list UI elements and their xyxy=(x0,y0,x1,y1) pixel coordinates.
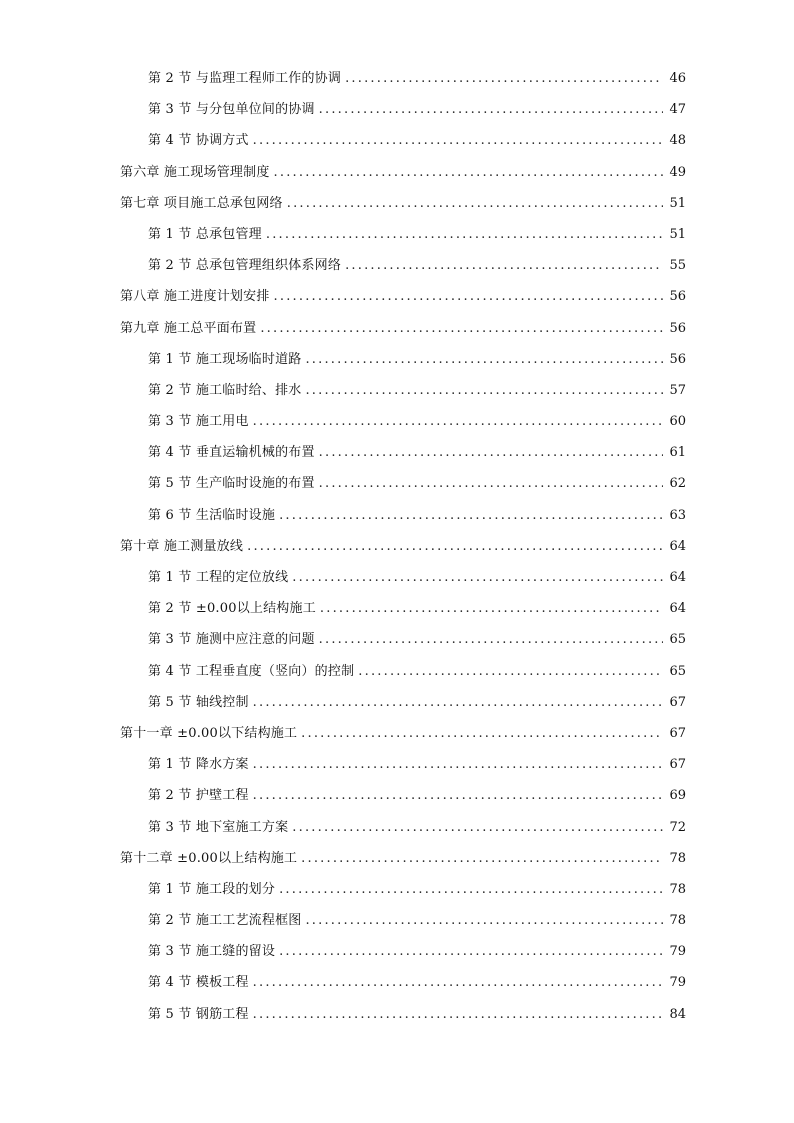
toc-entry-page-number: 62 xyxy=(669,476,686,492)
toc-entry[interactable] xyxy=(0,656,794,687)
toc-entry-page-number: 78 xyxy=(669,850,686,866)
toc-entry-page-number: 64 xyxy=(669,601,686,617)
toc-entry[interactable] xyxy=(0,219,794,250)
toc-entry-title: 第八章 施工进度计划安排 xyxy=(120,289,270,305)
toc-entry[interactable] xyxy=(0,188,794,219)
toc-dot-leader xyxy=(319,94,663,125)
toc-entry[interactable] xyxy=(0,874,794,905)
toc-dot-leader xyxy=(319,624,663,655)
toc-entry-title: 第 5 节 钢筋工程 xyxy=(148,1006,249,1022)
toc-entry-page-number: 63 xyxy=(669,507,686,523)
toc-entry-page-number: 46 xyxy=(669,71,686,86)
toc-entry[interactable] xyxy=(0,812,794,843)
toc-entry[interactable] xyxy=(0,531,794,562)
toc-entry-title: 第六章 施工现场管理制度 xyxy=(120,164,270,180)
toc-entry-title: 第 2 节 总承包管理组织体系网络 xyxy=(148,258,342,274)
toc-entry-page-number: 47 xyxy=(669,102,686,118)
toc-entry[interactable] xyxy=(0,967,794,998)
toc-dot-leader xyxy=(247,531,663,562)
toc-entry[interactable] xyxy=(0,718,794,749)
toc-dot-leader xyxy=(279,936,663,967)
toc-dot-leader xyxy=(253,967,663,998)
table-of-contents xyxy=(0,63,794,1030)
toc-entry-title: 第九章 施工总平面布置 xyxy=(120,320,257,336)
toc-dot-leader xyxy=(260,313,663,344)
toc-entry-page-number: 84 xyxy=(669,1006,686,1022)
toc-dot-leader xyxy=(279,874,663,905)
toc-entry-page-number: 67 xyxy=(669,757,686,773)
toc-dot-leader xyxy=(319,437,663,468)
toc-entry-title: 第 1 节 施工段的划分 xyxy=(148,881,276,897)
toc-entry[interactable] xyxy=(0,749,794,780)
toc-entry-page-number: 60 xyxy=(669,414,686,430)
toc-dot-leader xyxy=(253,125,663,156)
toc-entry-title: 第 1 节 工程的定位放线 xyxy=(148,570,289,585)
toc-entry-title: 第 5 节 轴线控制 xyxy=(148,694,249,710)
toc-entry-page-number: 67 xyxy=(669,725,686,741)
toc-entry-title: 第十二章 ±0.00以上结构施工 xyxy=(120,850,298,866)
toc-entry-title: 第 5 节 生产临时设施的布置 xyxy=(148,476,315,492)
toc-dot-leader xyxy=(305,375,663,406)
toc-entry-page-number: 64 xyxy=(669,538,686,554)
toc-entry[interactable] xyxy=(0,406,794,437)
toc-entry[interactable] xyxy=(0,687,794,718)
toc-entry-title: 第 2 节 施工工艺流程框图 xyxy=(148,913,302,929)
toc-entry[interactable] xyxy=(0,375,794,406)
toc-entry[interactable] xyxy=(0,999,794,1030)
toc-entry-title: 第 1 节 施工现场临时道路 xyxy=(148,351,302,367)
toc-entry-title: 第十章 施工测量放线 xyxy=(120,538,244,554)
toc-dot-leader xyxy=(253,687,663,718)
toc-entry[interactable] xyxy=(0,593,794,624)
toc-entry-page-number: 78 xyxy=(669,913,686,929)
toc-entry-title: 第 6 节 生活临时设施 xyxy=(148,507,276,523)
toc-entry[interactable] xyxy=(0,157,794,188)
toc-entry-title: 第 1 节 总承包管理 xyxy=(148,226,262,242)
toc-entry[interactable] xyxy=(0,344,794,375)
toc-entry-page-number: 72 xyxy=(669,819,686,835)
toc-dot-leader xyxy=(305,344,663,375)
toc-entry-page-number: 61 xyxy=(669,445,686,461)
toc-entry-title: 第 3 节 施测中应注意的问题 xyxy=(148,632,315,648)
toc-entry[interactable] xyxy=(0,468,794,499)
toc-entry-page-number: 56 xyxy=(669,320,686,336)
toc-entry[interactable] xyxy=(0,562,794,593)
toc-entry-page-number: 69 xyxy=(669,788,686,804)
toc-entry-title: 第 3 节 地下室施工方案 xyxy=(148,819,289,835)
toc-dot-leader xyxy=(305,905,663,936)
toc-entry-page-number: 65 xyxy=(669,632,686,648)
toc-dot-leader xyxy=(253,780,663,811)
toc-dot-leader xyxy=(320,593,663,624)
toc-entry[interactable] xyxy=(0,843,794,874)
toc-dot-leader xyxy=(274,157,663,188)
toc-entry-title: 第 4 节 工程垂直度（竖向）的控制 xyxy=(148,663,355,679)
toc-dot-leader xyxy=(279,500,663,531)
toc-dot-leader xyxy=(253,406,663,437)
toc-entry[interactable] xyxy=(0,500,794,531)
toc-entry[interactable] xyxy=(0,94,794,125)
toc-entry-page-number: 79 xyxy=(669,975,686,991)
toc-dot-leader xyxy=(345,250,663,281)
toc-entry-title: 第 2 节 施工临时给、排水 xyxy=(148,382,302,398)
toc-entry-page-number: 49 xyxy=(669,164,686,180)
toc-entry-page-number: 55 xyxy=(669,258,686,274)
toc-entry-page-number: 51 xyxy=(669,195,686,211)
toc-entry-title: 第 4 节 模板工程 xyxy=(148,975,249,991)
toc-entry-page-number: 78 xyxy=(669,881,686,897)
toc-entry-page-number: 65 xyxy=(669,663,686,679)
toc-entry-page-number: 57 xyxy=(669,382,686,398)
toc-entry-title: 第 3 节 施工用电 xyxy=(148,414,249,430)
toc-dot-leader xyxy=(292,562,663,593)
toc-entry[interactable] xyxy=(0,780,794,811)
toc-dot-leader xyxy=(301,718,663,749)
toc-entry-page-number: 56 xyxy=(669,351,686,367)
toc-entry-page-number: 67 xyxy=(669,694,686,710)
toc-entry-page-number: 79 xyxy=(669,944,686,960)
toc-entry-title: 第 1 节 降水方案 xyxy=(148,757,249,773)
toc-entry-title: 第 2 节 ±0.00以上结构施工 xyxy=(148,601,316,617)
toc-dot-leader xyxy=(292,812,663,843)
toc-entry-title: 第 4 节 垂直运输机械的布置 xyxy=(148,445,315,461)
toc-entry-title: 第 3 节 施工缝的留设 xyxy=(148,944,276,960)
toc-entry-page-number: 64 xyxy=(669,570,686,585)
toc-entry-page-number: 51 xyxy=(669,226,686,242)
toc-entry-page-number: 48 xyxy=(669,133,686,149)
toc-entry[interactable] xyxy=(0,936,794,967)
toc-entry[interactable] xyxy=(0,281,794,312)
toc-entry-title: 第十一章 ±0.00以下结构施工 xyxy=(120,725,298,741)
toc-dot-leader xyxy=(253,749,663,780)
toc-entry-title: 第 4 节 协调方式 xyxy=(148,133,249,149)
toc-dot-leader xyxy=(345,63,663,94)
toc-entry-title: 第 2 节 与监理工程师工作的协调 xyxy=(148,71,342,86)
toc-entry[interactable] xyxy=(0,313,794,344)
toc-entry[interactable] xyxy=(0,437,794,468)
toc-entry-title: 第 3 节 与分包单位间的协调 xyxy=(148,102,315,118)
toc-entry[interactable] xyxy=(0,63,794,94)
toc-dot-leader xyxy=(253,999,663,1030)
toc-entry-page-number: 56 xyxy=(669,289,686,305)
toc-dot-leader xyxy=(319,468,663,499)
toc-entry-title: 第 2 节 护壁工程 xyxy=(148,788,249,804)
toc-dot-leader xyxy=(358,656,663,687)
toc-dot-leader xyxy=(266,219,663,250)
toc-entry[interactable] xyxy=(0,624,794,655)
toc-entry[interactable] xyxy=(0,125,794,156)
toc-entry[interactable] xyxy=(0,905,794,936)
toc-dot-leader xyxy=(301,843,663,874)
toc-entry-title: 第七章 项目施工总承包网络 xyxy=(120,195,283,211)
toc-dot-leader xyxy=(274,281,663,312)
toc-entry[interactable] xyxy=(0,250,794,281)
toc-dot-leader xyxy=(287,188,663,219)
